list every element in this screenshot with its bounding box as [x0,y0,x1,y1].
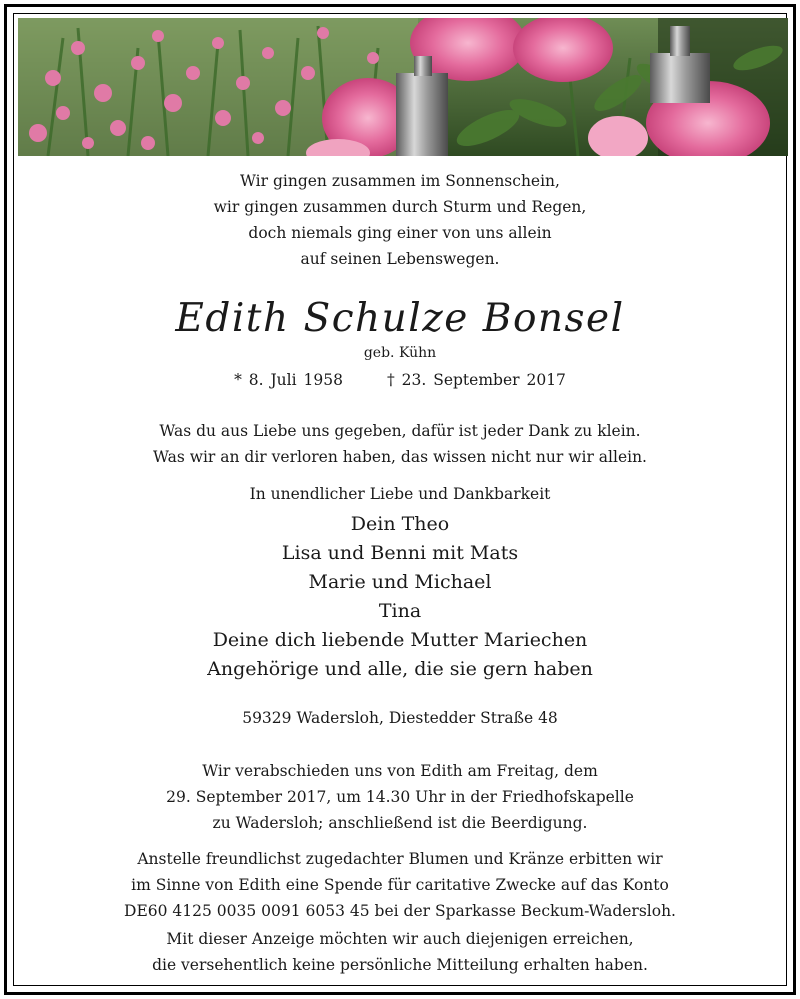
funeral-line: zu Wadersloh; anschließend ist die Beerdigung. [212,814,588,832]
birth-date: * 8. Juli 1958 [234,371,343,389]
birth-name: geb. Kühn [363,345,437,361]
obituary-frame [4,4,796,995]
poem-line: Wir gingen zusammen im Sonnenschein, [240,172,560,190]
donation-line: DE60 4125 0035 0091 6053 45 bei der Sparkasse Beckum-Wadersloh. [124,902,676,920]
life-dates [14,368,786,392]
death-date: † 23. September 2017 [386,371,566,389]
family-member: Tina [378,600,422,622]
thanks-verse [14,418,786,470]
notice-line: Mit dieser Anzeige möchten wir auch diejenigen erreichen, [166,930,634,948]
flower-photo [18,18,788,156]
family-member: Deine dich liebende Mutter Mariechen [212,629,588,651]
funeral-line: 29. September 2017, um 14.30 Uhr in der Friedhofskapelle [166,788,634,806]
notice-line: die versehentlich keine persönliche Mitteilung erhalten haben. [152,956,648,974]
poem-line: wir gingen zusammen durch Sturm und Regen, [213,198,587,216]
deceased-name: Edith Schulze Bonsel [175,296,625,341]
family-member: Angehörige und alle, die sie gern haben [207,658,593,680]
donation-info [14,846,786,924]
family-member: Marie und Michael [308,571,492,593]
funeral-line: Wir verabschieden uns von Edith am Freitag, dem [202,762,598,780]
dedication-line: In unendlicher Liebe und Dankbarkeit [249,485,551,503]
thanks-line: Was wir an dir verloren haben, das wissen nicht nur wir allein. [153,448,647,466]
poem-line: doch niemals ging einer von uns allein [248,224,552,242]
poem-line: auf seinen Lebenswegen. [300,250,500,268]
family-member: Dein Theo [350,513,450,535]
family-member: Lisa und Benni mit Mats [281,542,519,564]
family-list [14,510,786,684]
donation-line: Anstelle freundlichst zugedachter Blumen und Kränze erbitten wir [137,850,663,868]
address: 59329 Wadersloh, Diestedder Straße 48 [242,709,558,727]
flower-photo-illustration [18,18,788,156]
poem [14,168,786,272]
thanks-line: Was du aus Liebe uns gegeben, dafür ist jeder Dank zu klein. [159,422,641,440]
obituary-text [14,164,786,978]
notice [14,926,786,978]
funeral-info [14,758,786,836]
donation-line: im Sinne von Edith eine Spende für caritative Zwecke auf das Konto [131,876,669,894]
inner-border [13,13,787,986]
